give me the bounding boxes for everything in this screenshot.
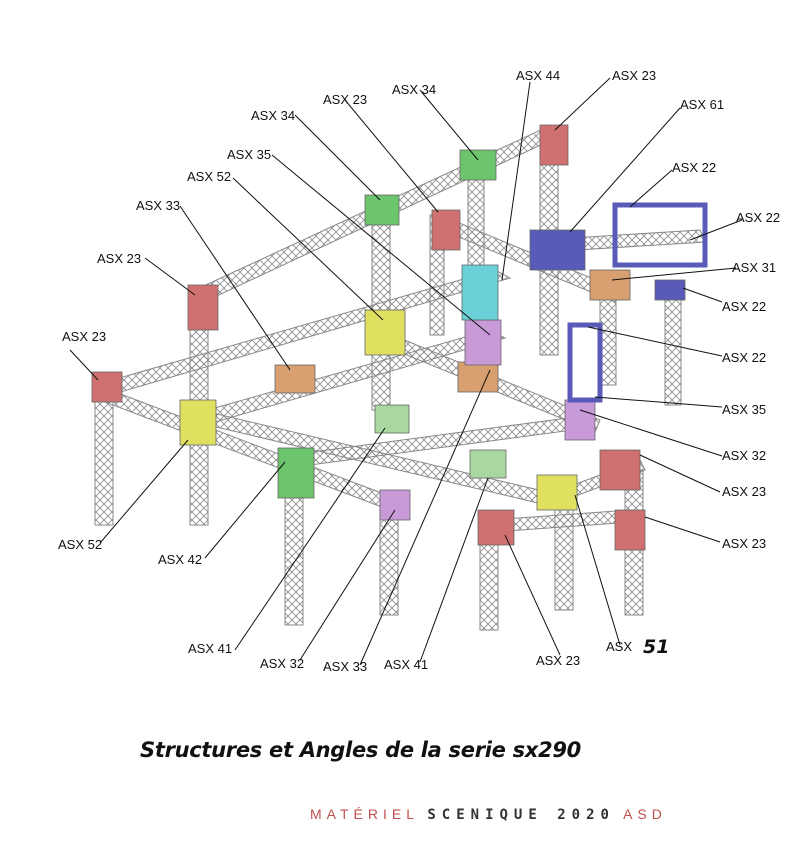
- label: ASX 44: [516, 68, 561, 83]
- corner-yellow: [365, 310, 405, 355]
- label: ASX 42: [158, 552, 203, 567]
- label: ASX 23: [62, 329, 107, 344]
- label: ASX 35: [722, 402, 767, 417]
- corner-purple: [380, 490, 410, 520]
- corner-lime: [470, 450, 506, 478]
- label: ASX 23: [536, 653, 581, 668]
- label: ASX 23: [722, 536, 767, 551]
- label: ASX 23: [612, 68, 657, 83]
- label: ASX: [606, 639, 633, 654]
- corner-red: [432, 210, 460, 250]
- label: ASX 41: [188, 641, 233, 656]
- label: ASX 23: [722, 484, 767, 499]
- corner-red: [615, 510, 645, 550]
- label: ASX 34: [392, 82, 437, 97]
- corner-green: [278, 448, 314, 498]
- corner-green: [460, 150, 496, 180]
- corner-yellow: [537, 475, 577, 510]
- truss-beam: [290, 415, 595, 467]
- corner-cyan: [462, 265, 498, 320]
- corner-green: [365, 195, 399, 225]
- label: ASX 22: [722, 299, 767, 314]
- corner-blue: [530, 230, 585, 270]
- corner-red: [600, 450, 640, 490]
- corner-purple: [465, 320, 501, 365]
- label: ASX 31: [732, 260, 777, 275]
- corner-orange: [458, 362, 498, 392]
- corner-red: [540, 125, 568, 165]
- corner-blue: [655, 280, 685, 300]
- corner-yellow: [180, 400, 216, 445]
- label: ASX 33: [323, 659, 368, 674]
- corner-orange: [275, 365, 315, 393]
- corner-red: [478, 510, 514, 545]
- truss-leg: [555, 500, 573, 610]
- corner-red: [92, 372, 122, 402]
- caption: Structures et Angles de la serie sx290: [140, 738, 581, 762]
- label: ASX 23: [97, 251, 142, 266]
- label: ASX 52: [187, 169, 232, 184]
- truss-leg: [95, 390, 113, 525]
- footer-asd: ASD: [623, 806, 667, 822]
- corner-purple: [565, 400, 595, 440]
- label: ASX 22: [722, 350, 767, 365]
- label: ASX 32: [722, 448, 767, 463]
- label: ASX 41: [384, 657, 429, 672]
- label: ASX 61: [680, 97, 725, 112]
- label: ASX 33: [136, 198, 181, 213]
- label: ASX 23: [323, 92, 368, 107]
- label: ASX 32: [260, 656, 305, 671]
- label-handwritten: 51: [643, 636, 670, 658]
- footer: [310, 806, 667, 823]
- corner-lime: [375, 405, 409, 433]
- label: ASX 34: [251, 108, 296, 123]
- footer-scenique: SCENIQUE 2020: [427, 807, 615, 823]
- corner-blue: [570, 325, 600, 400]
- footer-materiel: MATÉRIEL: [310, 806, 419, 822]
- label: ASX 35: [227, 147, 272, 162]
- corner-red: [188, 285, 218, 330]
- label: ASX 22: [736, 210, 781, 225]
- label: ASX 52: [58, 537, 103, 552]
- label: ASX 22: [672, 160, 717, 175]
- corner-orange: [590, 270, 630, 300]
